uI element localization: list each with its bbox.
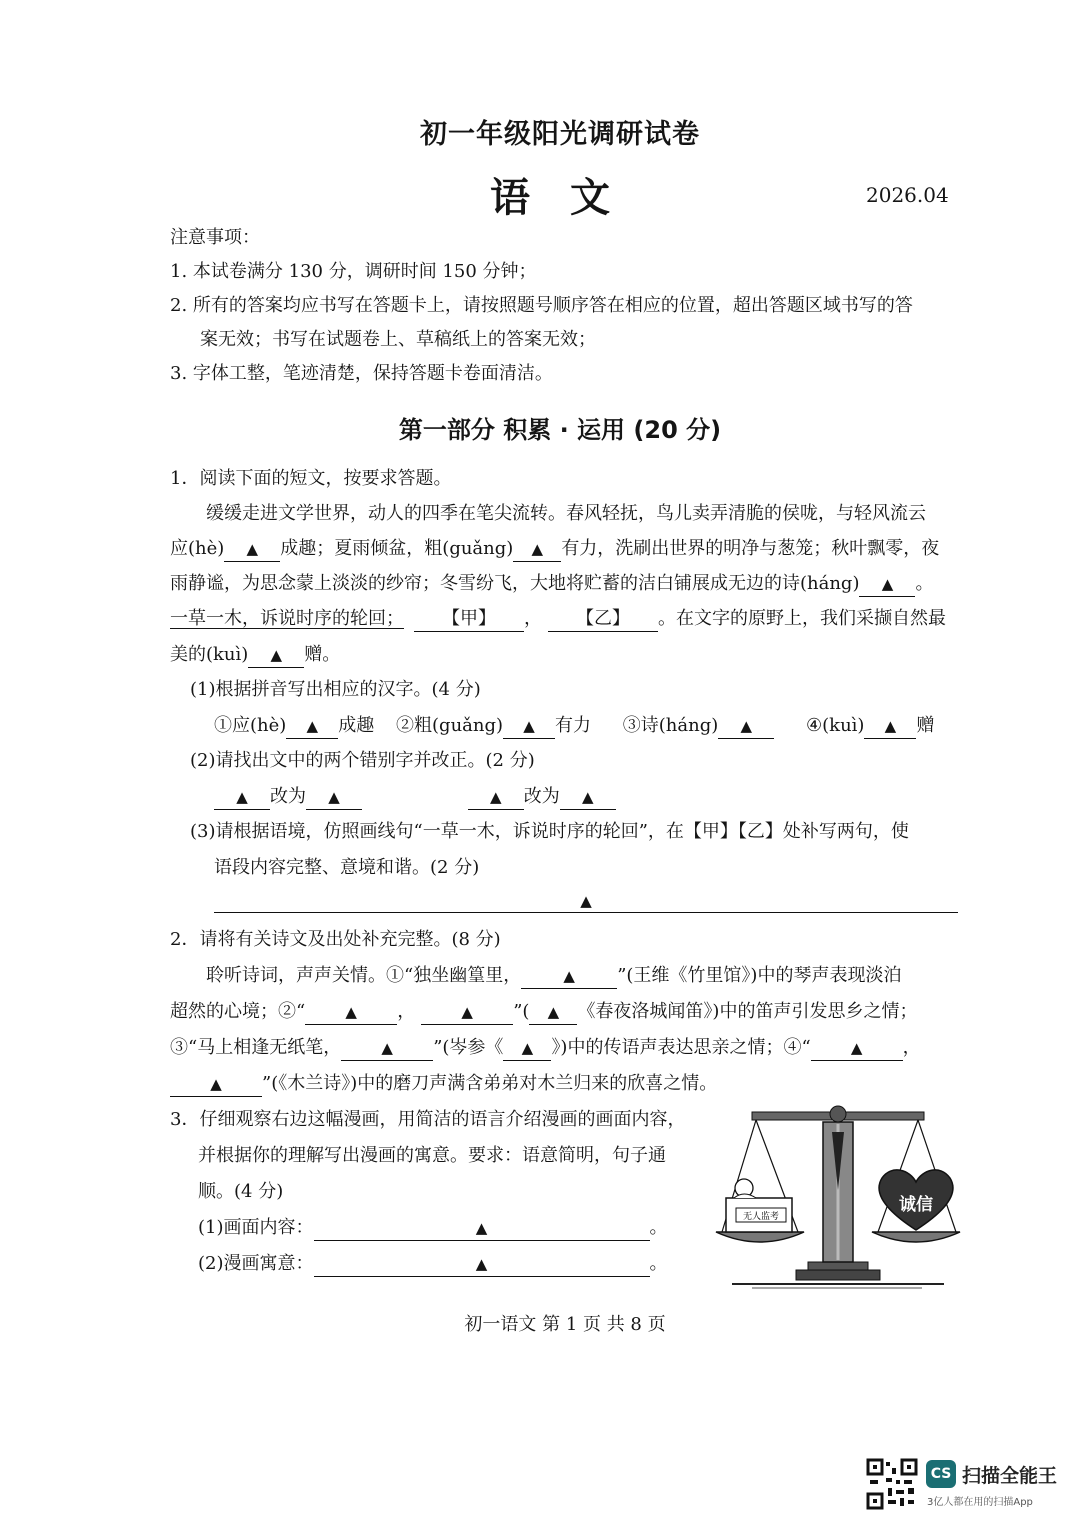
answer-blank[interactable] — [224, 537, 280, 562]
answer-blank[interactable] — [503, 1036, 551, 1061]
subject-title: 语 文 — [490, 175, 610, 221]
answer-blank[interactable] — [468, 785, 524, 810]
note-item: 案无效；书写在试题卷上、草稿纸上的答案无效； — [200, 329, 596, 350]
exam-date: 2026.04 — [866, 183, 949, 207]
triangle-icon: ▲ — [547, 1003, 560, 1021]
q3-stem-cont: 顺。(4 分) — [198, 1181, 284, 1202]
triangle-icon: ▲ — [306, 717, 319, 735]
answer-line[interactable] — [214, 894, 958, 913]
answer-blank[interactable] — [521, 964, 617, 989]
note-item: 3. 字体工整，笔迹清楚，保持答题卡卷面清洁。 — [170, 363, 553, 384]
q1-sub2-answers: ▲ 改为 ▲ ▲ 改为 ▲ — [214, 780, 616, 814]
triangle-icon: ▲ — [521, 1039, 534, 1057]
triangle-icon: ▲ — [345, 1003, 357, 1021]
note-item: 1. 本试卷满分 130 分，调研时间 150 分钟； — [170, 261, 537, 282]
answer-blank[interactable] — [314, 1252, 650, 1277]
triangle-icon: ▲ — [475, 1219, 488, 1237]
q2-line: 超然的心境；②“ ▲ ， ▲ ”( ▲ 《春夜洛城闻笛》)中的笛声引发思乡之情； — [170, 995, 917, 1029]
triangle-icon: ▲ — [523, 717, 535, 735]
triangle-icon: ▲ — [881, 575, 894, 593]
qr-code-icon — [866, 1458, 918, 1510]
triangle-icon: ▲ — [475, 1255, 488, 1273]
scanner-slogan: 3亿人都在用的扫描App — [927, 1497, 1033, 1508]
passage-line: 一草一木，诉说时序的轮回； 【甲】 ， 【乙】 。在文字的原野上，我们采撷自然最 — [170, 602, 946, 636]
answer-blank[interactable] — [503, 714, 555, 739]
triangle-icon: ▲ — [328, 788, 340, 806]
answer-blank[interactable] — [170, 1072, 262, 1097]
answer-blank[interactable] — [306, 785, 362, 810]
answer-blank[interactable] — [864, 714, 916, 739]
note-item: 2. 所有的答案均应书写在答题卡上，请按照题号顺序答在相应的位置，超出答题区域书写的答 — [170, 295, 913, 316]
q1-sub1-answers: ①应(hè) ▲ 成趣 ②粗(guǎng) ▲ 有力 ③诗(háng) ▲ ④(kuì) ▲ 赠 — [214, 709, 934, 743]
page-footer: 初一语文 第 1 页 共 8 页 — [464, 1314, 666, 1335]
answer-blank[interactable] — [529, 1000, 577, 1025]
q2-line: ▲ ”(《木兰诗》)中的磨刀声满含弟弟对木兰归来的欣喜之情。 — [170, 1067, 717, 1101]
answer-blank[interactable] — [341, 1036, 433, 1061]
q1-sub1-prompt: (1)根据拼音写出相应的汉字。(4 分) — [190, 679, 481, 700]
q3-stem: 3．仔细观察右边这幅漫画，用简洁的语言介绍漫画的画面内容， — [170, 1109, 686, 1130]
answer-blank-yi[interactable]: 【乙】 — [548, 607, 658, 632]
scanner-app-name: 扫描全能王 — [962, 1465, 1058, 1487]
q1-sub3-prompt-cont: 语段内容完整、意境和谐。(2 分) — [214, 857, 480, 878]
q1-sub2-prompt: (2)请找出文中的两个错别字并改正。(2 分) — [190, 750, 535, 771]
q3-answer-1: (1)画面内容： ▲ 。 — [198, 1211, 668, 1245]
q1-sub3-prompt: (3)请根据语境，仿照画线句“一草一木，诉说时序的轮回”，在【甲】【乙】处补写两句，使 — [190, 821, 909, 842]
exam-sign-text: 无人监考 — [742, 1212, 780, 1222]
triangle-icon: ▲ — [740, 717, 753, 735]
triangle-icon: ▲ — [489, 788, 502, 806]
q3-answer-2: (2)漫画寓意： ▲ 。 — [198, 1247, 668, 1281]
passage-line: 应(hè) ▲ 成趣；夏雨倾盆，粗(guǎng) ▲ 有力，洗刷出世界的明净与葱笼；秋叶飘零，夜 — [170, 532, 939, 566]
triangle-icon: ▲ — [270, 646, 283, 664]
q2-line: ③“马上相逢无纸笔， ▲ ”(岑参《 ▲ 》)中的传语声表达思亲之情；④“ ▲ ， — [170, 1031, 921, 1065]
triangle-icon: ▲ — [884, 717, 897, 735]
answer-blank[interactable] — [859, 572, 915, 597]
heart-text: 诚信 — [899, 1195, 933, 1215]
passage-line: 缓缓走进文学世界，动人的四季在笔尖流转。春风轻抚，鸟儿卖弄清脆的侯咙，与轻风流云 — [206, 503, 926, 524]
triangle-icon: ▲ — [580, 892, 592, 910]
triangle-icon: ▲ — [581, 788, 594, 806]
triangle-icon: ▲ — [236, 788, 248, 806]
triangle-icon: ▲ — [210, 1075, 222, 1093]
answer-blank[interactable] — [305, 1000, 397, 1025]
answer-blank[interactable] — [286, 714, 338, 739]
answer-blank[interactable] — [314, 1216, 650, 1241]
answer-blank[interactable] — [811, 1036, 903, 1061]
passage-line: 美的(kuì) ▲ 赠。 — [170, 638, 340, 672]
underlined-sentence: 一草一木，诉说时序的轮回； — [170, 608, 404, 629]
answer-blank[interactable] — [214, 785, 270, 810]
answer-blank[interactable] — [560, 785, 616, 810]
answer-blank[interactable] — [248, 643, 304, 668]
section-title: 第一部分 积累 · 运用 (20 分) — [398, 416, 722, 444]
triangle-icon: ▲ — [850, 1039, 863, 1057]
exam-title: 初一年级阳光调研试卷 — [420, 119, 700, 150]
passage-line: 雨静谧，为思念蒙上淡淡的纱帘；冬雪纷飞，大地将贮蓄的洁白铺展成无边的诗(háng) ▲ 。 — [170, 567, 933, 601]
answer-blank[interactable] — [421, 1000, 513, 1025]
triangle-icon: ▲ — [563, 967, 575, 985]
notes-heading: 注意事项： — [170, 227, 260, 248]
q1-stem: 1．阅读下面的短文，按要求答题。 — [170, 468, 452, 489]
answer-blank-jia[interactable]: 【甲】 — [414, 607, 524, 632]
camscanner-logo-icon: CS — [926, 1460, 956, 1488]
triangle-icon: ▲ — [381, 1039, 393, 1057]
answer-blank[interactable] — [718, 714, 774, 739]
q2-line: 聆听诗词，声声关情。①“独坐幽篁里， ▲ ”(王维《竹里馆》)中的琴声表现淡泊 — [206, 959, 901, 993]
triangle-icon: ▲ — [246, 540, 259, 558]
triangle-icon: ▲ — [531, 540, 544, 558]
q2-stem: 2．请将有关诗文及出处补充完整。(8 分) — [170, 929, 501, 950]
answer-blank[interactable] — [513, 537, 561, 562]
cartoon-balance-scale — [712, 1102, 962, 1294]
triangle-icon: ▲ — [461, 1003, 473, 1021]
q3-stem-cont: 并根据你的理解写出漫画的寓意。要求：语意简明，句子通 — [198, 1145, 666, 1166]
